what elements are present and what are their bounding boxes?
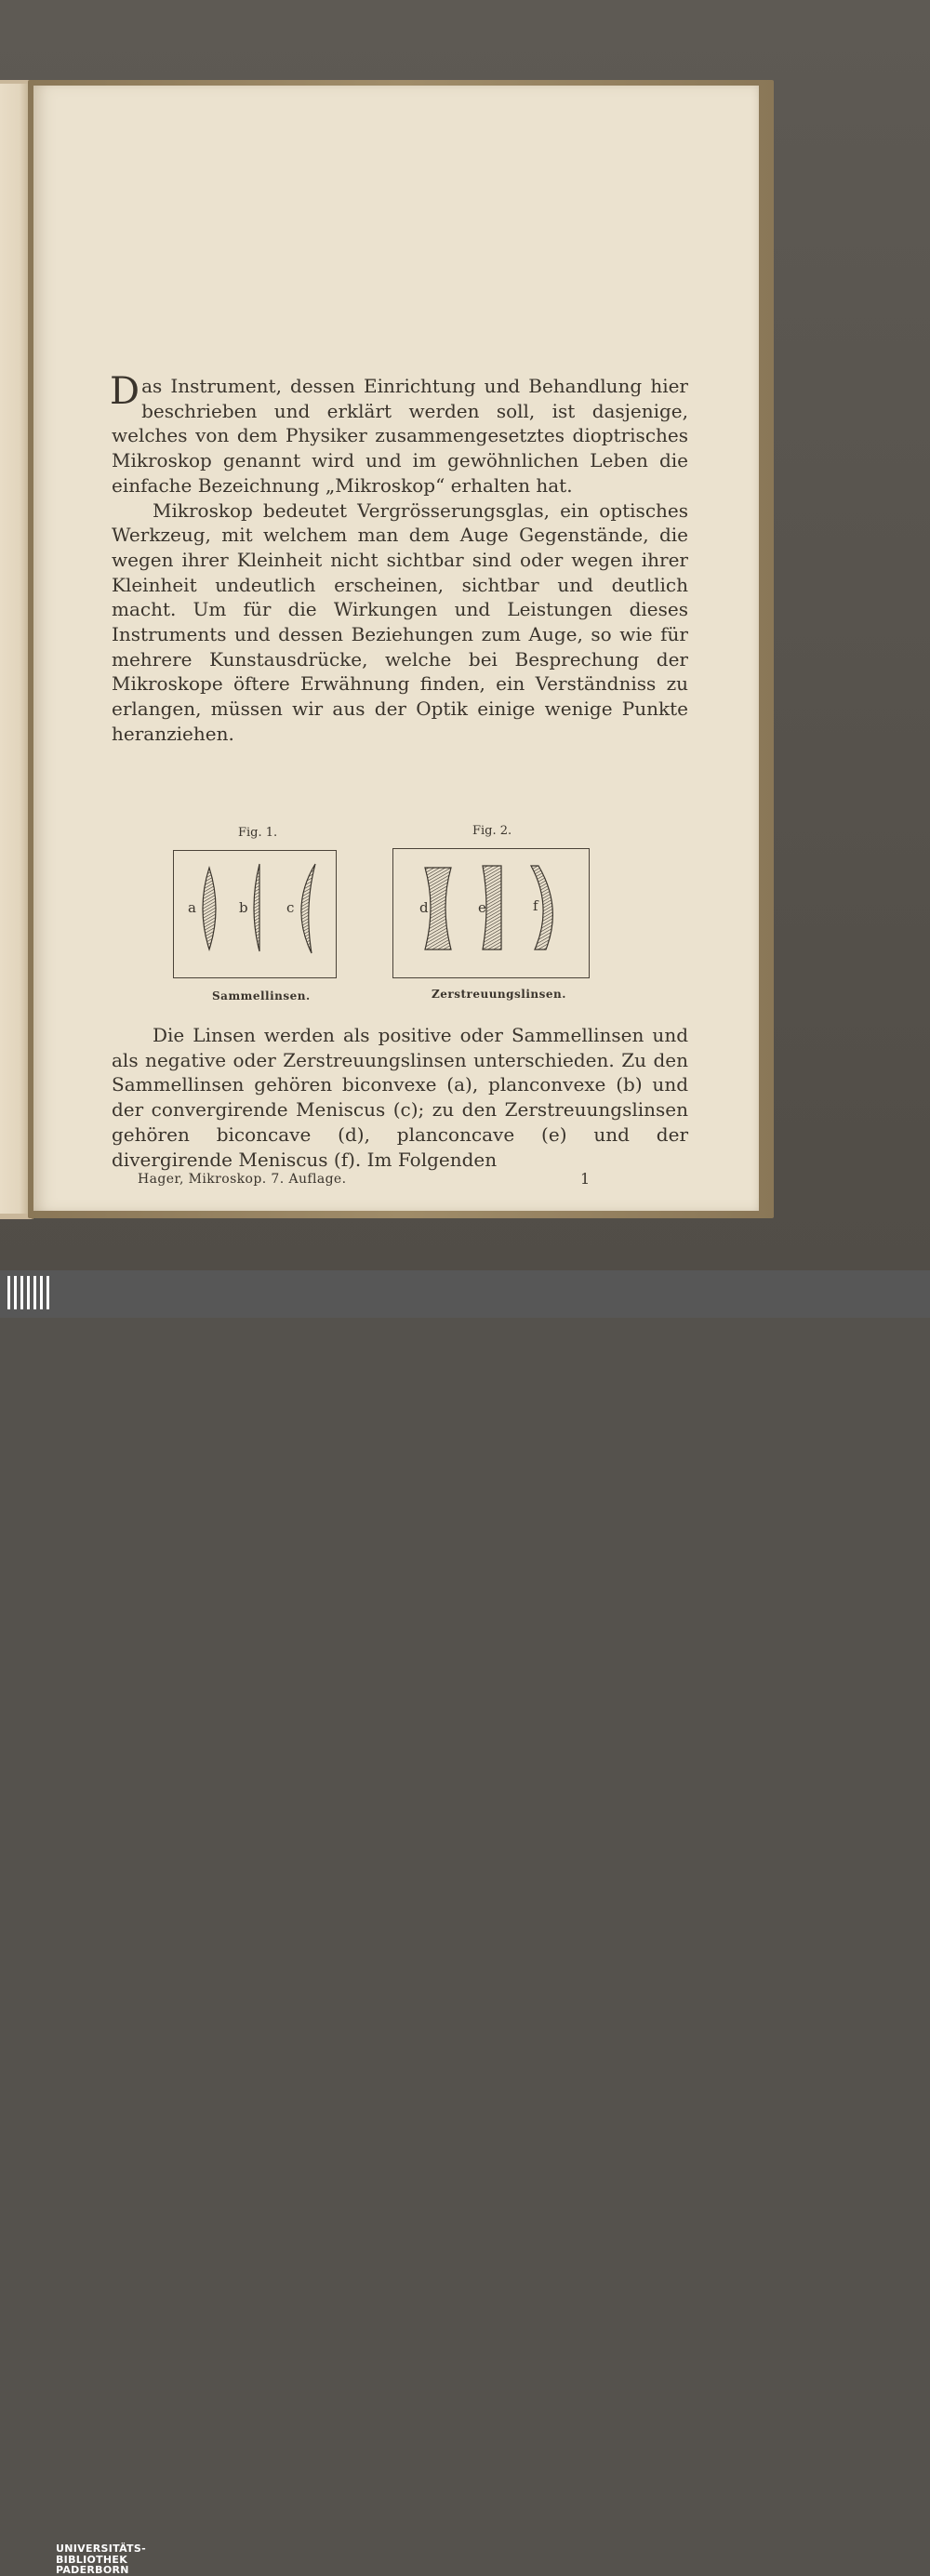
library-logo-icon [6,1270,52,1318]
lens-letter-e: e [478,899,486,916]
lens-letter-a: a [188,899,196,916]
lens-c-meniscus [301,864,315,953]
library-name [56,2543,146,2576]
paragraph-lenses: Die Linsen werden als positive oder Sammellinsen und als negative oder Zerstreuungslinsen unterschieden. Zu den Sammellinsen gehören biconvexe (a), planconvexe (b) und der convergirende Meniscus (c); zu den Zerstreuungslinsen gehören biconcave (d), planconcave (e) und der divergirende Meniscus (f). Im Folgenden [112,1024,688,1171]
lens-letter-b: b [239,899,248,916]
paragraph-intro [110,370,688,498]
lens-letter-d: d [419,899,429,916]
paragraph-definition: Mikroskop bedeutet Vergrösserungsglas, ein optisches Werkzeug, mit welchem man dem Auge Gegenstände, die wegen ihrer Kleinheit nicht sichtbar sind oder wegen ihrer Kleinheit undeutlich erscheinen, sichtbar und deutlich macht. Um für die Wirkungen und Leistungen dieses Instruments und dessen Beziehungen zum Auge, so wie für mehrere Kunstausdrücke, welche bei Besprechung der Mikroskope öftere Erwähnung finden, ein Verständniss zu erlangen, müssen wir aus der Optik einige wenige Punkte heranziehen. [112,498,688,745]
left-page-edge [0,84,28,1214]
lens-b-planoconvex [254,864,259,951]
figures-area [173,826,638,1003]
lens-letter-c: c [286,899,295,916]
lens-d-biconcave [425,868,451,949]
drop-cap: D [110,370,140,413]
paragraph-intro-text: as Instrument, dessen Einrichtung und Behandlung hier beschrieben und erklärt werden soll, ist dasjenige, welches von dem Physiker zusammengesetztes dioptrisches Mikroskop genannt wird und im gewöhnlichen Leben die einfache Bezeichnung „Mikroskop“ erhalten hat. [112,375,688,497]
library-name-line2: BIBLIOTHEK [56,2553,128,2566]
converging-lenses-drawing [174,851,336,977]
library-name-line1: UNIVERSITÄTS- [56,2543,146,2555]
fig2-caption: Zerstreuungslinsen. [432,988,566,1001]
running-title: Hager, Mikroskop. 7. Auflage. [138,1172,347,1187]
lens-text [112,1023,688,1172]
fig1-label: Fig. 1. [238,826,278,840]
main-text [110,370,688,747]
fig1-caption: Sammellinsen. [212,989,311,1003]
lens-letter-f: f [533,897,538,914]
library-footer-bar [0,1270,930,2576]
fig2-label: Fig. 2. [472,824,512,838]
fig2-box [392,848,590,978]
library-name-line3: PADERBORN [56,2564,129,2576]
fig1-box [173,850,337,978]
book-page [33,86,759,1211]
page-number: 1 [580,1170,591,1188]
lens-a-biconvex [203,868,216,949]
